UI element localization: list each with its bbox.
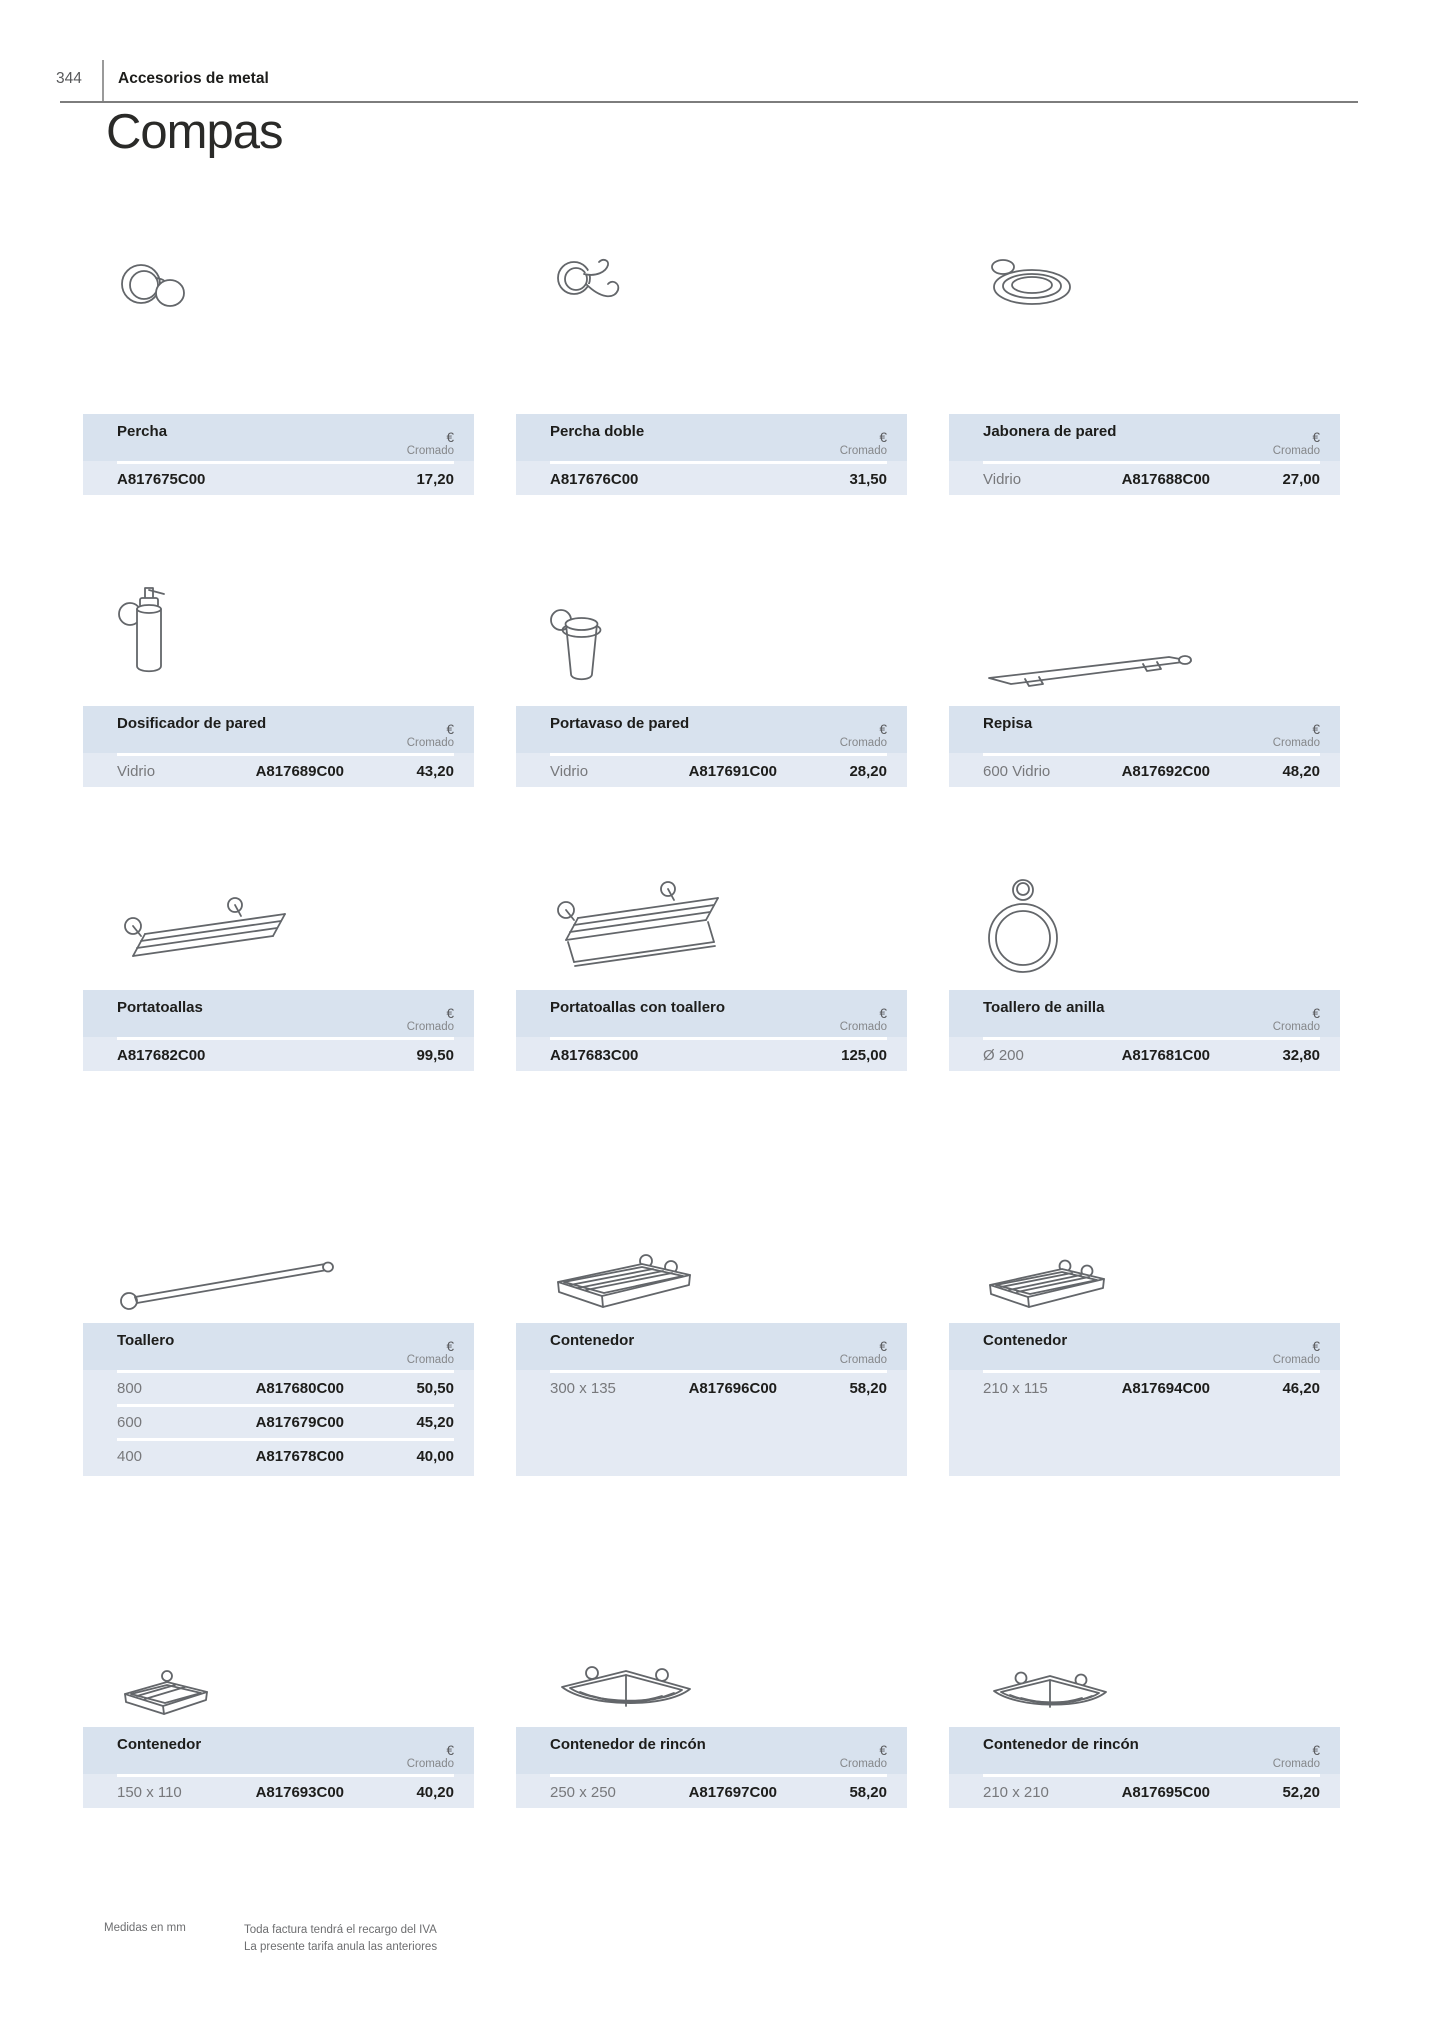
footer-legal-line2: La presente tarifa anula las anteriores xyxy=(244,1940,438,1953)
footer-note-units: Medidas en mm xyxy=(104,1922,186,1934)
jabonera-image xyxy=(949,250,1340,414)
product-card-toallero-anilla xyxy=(949,820,1340,1071)
product-row-4 xyxy=(83,1153,1340,1476)
product-price: 27,00 xyxy=(1282,471,1320,488)
currency-label: € xyxy=(879,722,887,738)
product-price: 50,50 xyxy=(416,1380,454,1397)
section-title: Accesorios de metal xyxy=(118,70,269,87)
finish-label: Cromado xyxy=(839,737,887,750)
product-code: A817696C00 xyxy=(688,1380,777,1397)
product-card-toallero xyxy=(83,1153,474,1476)
finish-label: Cromado xyxy=(839,1354,887,1367)
currency-label: € xyxy=(879,1339,887,1355)
product-name: Toallero de anilla xyxy=(983,999,1105,1016)
currency-label: € xyxy=(446,1339,454,1355)
price-table xyxy=(516,1323,907,1476)
currency-label: € xyxy=(1312,1743,1320,1759)
currency-label: € xyxy=(879,430,887,446)
finish-label: Cromado xyxy=(406,1021,454,1034)
product-name: Percha xyxy=(117,423,168,440)
product-price: 58,20 xyxy=(849,1380,887,1397)
page-number: 344 xyxy=(56,70,82,87)
product-row-5 xyxy=(83,1599,1340,1808)
product-card-contenedor-300 xyxy=(516,1153,907,1476)
product-code: A817675C00 xyxy=(117,471,206,488)
finish-label: Cromado xyxy=(1272,1354,1320,1367)
percha-doble-image xyxy=(516,250,907,414)
product-price: 46,20 xyxy=(1282,1380,1320,1397)
product-name: Repisa xyxy=(983,715,1033,732)
price-table xyxy=(516,1727,907,1808)
currency-label: € xyxy=(879,1743,887,1759)
product-row-2 xyxy=(83,536,1340,787)
product-name: Contenedor de rincón xyxy=(983,1736,1139,1753)
finish-label: Cromado xyxy=(406,1758,454,1771)
contenedor-image xyxy=(516,1153,907,1323)
product-name: Percha doble xyxy=(550,423,645,440)
finish-label: Cromado xyxy=(406,445,454,458)
product-name: Portatoallas con toallero xyxy=(550,999,726,1016)
product-price: 48,20 xyxy=(1282,763,1320,780)
price-table xyxy=(516,706,907,787)
header-divider xyxy=(102,60,104,101)
portatoallas-con-toallero-image xyxy=(516,820,907,990)
portatoallas-image xyxy=(83,820,474,990)
currency-label: € xyxy=(446,1006,454,1022)
variant-label: 400 xyxy=(117,1448,143,1465)
product-code: A817692C00 xyxy=(1121,763,1210,780)
variant-label: 300 x 135 xyxy=(550,1380,616,1397)
variant-label: 600 Vidrio xyxy=(983,763,1051,780)
product-price: 99,50 xyxy=(416,1047,454,1064)
product-row xyxy=(516,756,907,787)
product-card-contenedor-150 xyxy=(83,1599,474,1808)
product-code: A817676C00 xyxy=(550,471,639,488)
toallero-image xyxy=(83,1153,474,1323)
product-code: A817691C00 xyxy=(688,763,777,780)
price-table xyxy=(83,1323,474,1476)
product-row xyxy=(949,1040,1340,1071)
product-row xyxy=(83,1040,474,1071)
product-card-repisa xyxy=(949,536,1340,787)
product-card-contenedor-210 xyxy=(949,1153,1340,1476)
variant-label: Vidrio xyxy=(117,763,156,780)
footer-note-legal xyxy=(244,1922,437,1955)
variant-label: 150 x 110 xyxy=(117,1784,182,1801)
product-price: 40,20 xyxy=(416,1784,454,1801)
product-card-jabonera xyxy=(949,250,1340,495)
product-code: A817689C00 xyxy=(255,763,344,780)
currency-label: € xyxy=(446,430,454,446)
price-table xyxy=(83,706,474,787)
variant-label: 250 x 250 xyxy=(550,1784,616,1801)
product-code: A817694C00 xyxy=(1121,1380,1210,1397)
price-table xyxy=(516,414,907,495)
product-row xyxy=(83,1441,474,1472)
product-row xyxy=(83,756,474,787)
currency-label: € xyxy=(1312,1006,1320,1022)
product-row xyxy=(949,1777,1340,1808)
price-table xyxy=(949,990,1340,1071)
product-row-1 xyxy=(83,250,1340,495)
product-card-percha xyxy=(83,250,474,495)
product-row xyxy=(516,1373,907,1404)
finish-label: Cromado xyxy=(839,1758,887,1771)
product-price: 31,50 xyxy=(849,471,887,488)
product-code: A817678C00 xyxy=(255,1448,344,1465)
product-card-portavaso xyxy=(516,536,907,787)
product-card-dosificador xyxy=(83,536,474,787)
product-price: 28,20 xyxy=(849,763,887,780)
currency-label: € xyxy=(1312,1339,1320,1355)
product-code: A817697C00 xyxy=(688,1784,777,1801)
product-price: 32,80 xyxy=(1282,1047,1320,1064)
product-row xyxy=(83,1373,474,1404)
product-code: A817695C00 xyxy=(1121,1784,1210,1801)
product-code: A817693C00 xyxy=(255,1784,344,1801)
product-price: 45,20 xyxy=(416,1414,454,1431)
toallero-de-anilla-image xyxy=(949,820,1340,990)
finish-label: Cromado xyxy=(406,1354,454,1367)
product-row xyxy=(949,1373,1340,1404)
product-code: A817680C00 xyxy=(255,1380,344,1397)
portavaso-image xyxy=(516,536,907,706)
product-row xyxy=(516,1040,907,1071)
variant-label: 600 xyxy=(117,1414,143,1431)
product-code: A817681C00 xyxy=(1121,1047,1210,1064)
product-card-portatoallas xyxy=(83,820,474,1071)
header-rule xyxy=(60,101,1358,103)
finish-label: Cromado xyxy=(839,1021,887,1034)
product-row xyxy=(949,464,1340,495)
product-code: A817683C00 xyxy=(550,1047,639,1064)
variant-label: Vidrio xyxy=(550,763,589,780)
currency-label: € xyxy=(1312,722,1320,738)
price-table xyxy=(516,990,907,1071)
variant-label: Ø 200 xyxy=(983,1047,1024,1064)
dosificador-image xyxy=(83,536,474,706)
product-row xyxy=(83,1407,474,1438)
product-name: Contenedor de rincón xyxy=(550,1736,706,1753)
product-name: Contenedor xyxy=(983,1332,1068,1349)
contenedor-de-rincon-image xyxy=(516,1599,907,1727)
product-name: Contenedor xyxy=(117,1736,202,1753)
footer-legal-line1: Toda factura tendrá el recargo del IVA xyxy=(244,1924,437,1936)
currency-label: € xyxy=(446,722,454,738)
product-row xyxy=(83,1777,474,1808)
product-code: A817679C00 xyxy=(255,1414,344,1431)
finish-label: Cromado xyxy=(1272,445,1320,458)
product-card-rincon-250 xyxy=(516,1599,907,1808)
price-table xyxy=(949,706,1340,787)
product-price: 125,00 xyxy=(841,1047,887,1064)
product-row xyxy=(516,464,907,495)
contenedor-image xyxy=(949,1153,1340,1323)
product-card-percha-doble xyxy=(516,250,907,495)
finish-label: Cromado xyxy=(1272,1021,1320,1034)
finish-label: Cromado xyxy=(1272,737,1320,750)
product-name: Jabonera de pared xyxy=(983,423,1117,440)
product-price: 17,20 xyxy=(416,471,454,488)
product-name: Dosificador de pared xyxy=(117,715,267,732)
product-price: 58,20 xyxy=(849,1784,887,1801)
repisa-image xyxy=(949,536,1340,706)
product-row xyxy=(83,464,474,495)
product-card-portatoallas-toallero xyxy=(516,820,907,1071)
product-code: A817688C00 xyxy=(1121,471,1210,488)
percha-image xyxy=(83,250,474,414)
price-table xyxy=(949,1727,1340,1808)
product-row xyxy=(516,1777,907,1808)
product-name: Portavaso de pared xyxy=(550,715,690,732)
finish-label: Cromado xyxy=(1272,1758,1320,1771)
variant-label: 800 xyxy=(117,1380,143,1397)
product-name: Toallero xyxy=(117,1332,175,1349)
contenedor-de-rincon-image xyxy=(949,1599,1340,1727)
variant-label: 210 x 115 xyxy=(983,1380,1048,1397)
price-table xyxy=(949,414,1340,495)
product-row-3 xyxy=(83,820,1340,1071)
price-table xyxy=(83,1727,474,1808)
variant-label: 210 x 210 xyxy=(983,1784,1049,1801)
currency-label: € xyxy=(879,1006,887,1022)
product-row xyxy=(949,756,1340,787)
price-table xyxy=(949,1323,1340,1476)
variant-label: Vidrio xyxy=(983,471,1022,488)
page-title: Compas xyxy=(106,105,283,159)
page-header xyxy=(0,0,1442,250)
product-price: 52,20 xyxy=(1282,1784,1320,1801)
product-price: 43,20 xyxy=(416,763,454,780)
product-name: Contenedor xyxy=(550,1332,635,1349)
product-card-rincon-210 xyxy=(949,1599,1340,1808)
finish-label: Cromado xyxy=(406,737,454,750)
product-name: Portatoallas xyxy=(117,999,203,1016)
price-table xyxy=(83,990,474,1071)
finish-label: Cromado xyxy=(839,445,887,458)
product-price: 40,00 xyxy=(416,1448,454,1465)
price-table xyxy=(83,414,474,495)
currency-label: € xyxy=(1312,430,1320,446)
contenedor-image xyxy=(83,1599,474,1727)
product-code: A817682C00 xyxy=(117,1047,206,1064)
currency-label: € xyxy=(446,1743,454,1759)
